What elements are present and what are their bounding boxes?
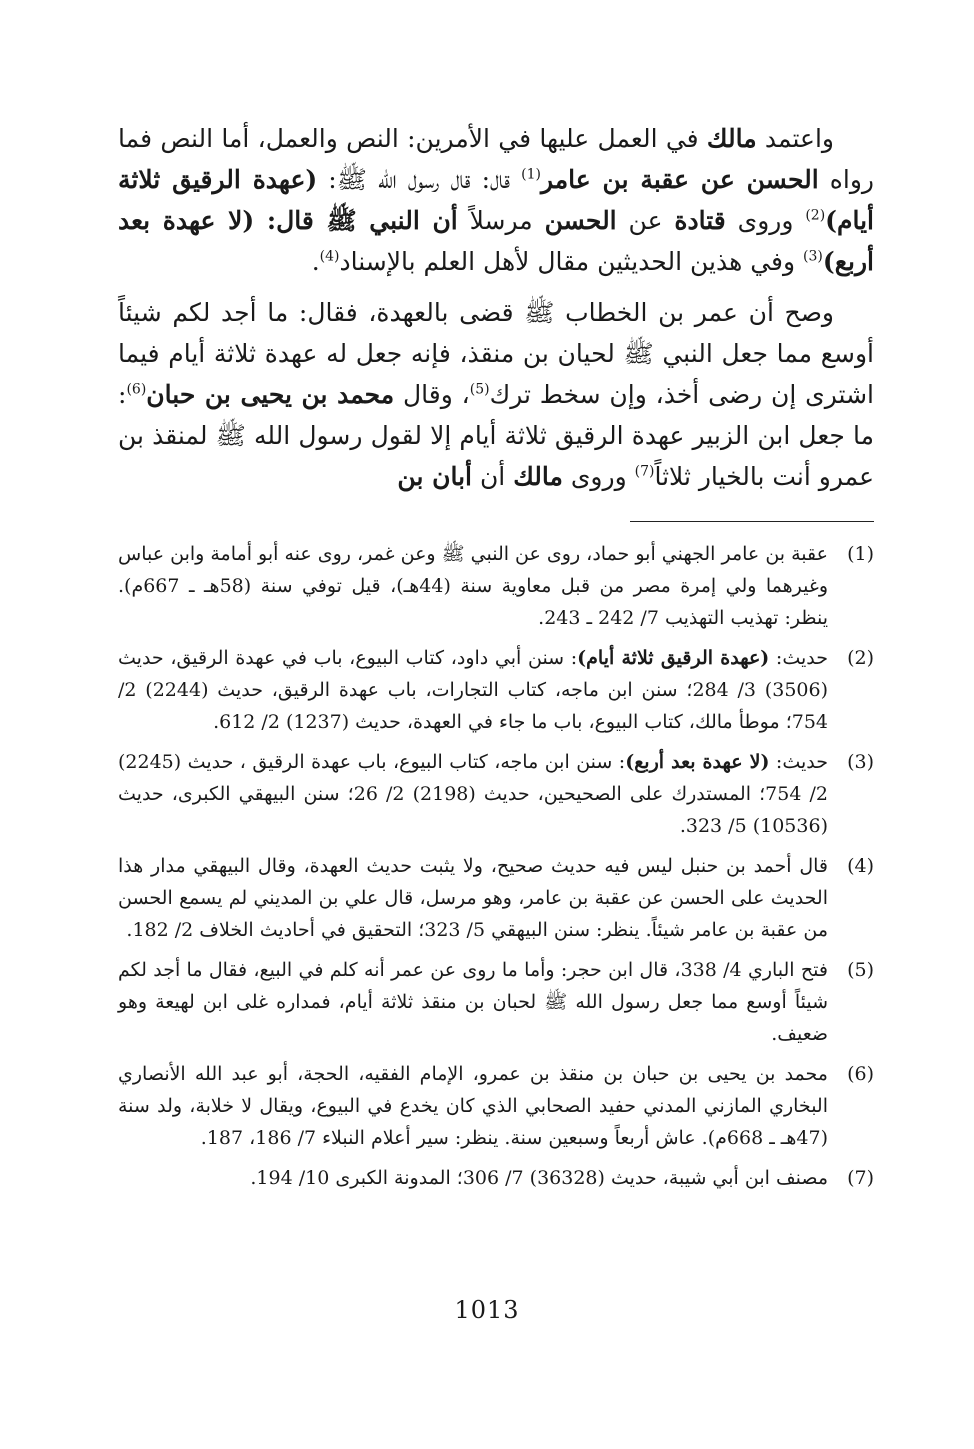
text-run: حديث: — [769, 751, 829, 773]
footnote-text — [118, 850, 828, 946]
text-run: مصنف ابن أبي شيبة، حديث (36328) 7/ 306؛ المدونة الكبرى 10/ 194. — [250, 1167, 828, 1189]
footnote-number: (2) — [847, 647, 874, 669]
footnote-number: (5) — [847, 959, 874, 981]
bold-text: الحسن عن عقبة بن عامر — [540, 165, 819, 194]
bold-text: (لا عهدة بعد أربع) — [625, 751, 770, 773]
footnote-ref: (2) — [805, 207, 826, 224]
text-run: وفي هذين الحديثين مقال لأهل العلم بالإسناد — [339, 247, 804, 276]
footnote — [118, 1162, 874, 1194]
text-run: . — [311, 247, 320, 276]
text-run: قال أحمد بن حنبل ليس فيه حديث صحيح، ولا يثبت حديث العهدة، وقال البيهقي مدار هذا الحديث على الحسن عن عقبة بن عامر، وهو مرسل، قال علي بن المديني لم يسمع الحسن من عقبة بن عامر شيئاً. ينظر: سنن البيهقي 5/ 323؛ التحقيق في أحاديث الخلاف 2/ 182. — [118, 855, 828, 941]
text-run: وصح أن عمر بن الخطاب ﷺ قضى بالعهدة، فقال: ما أجد لكم شيئاً أوسع مما جعل النبي ﷺ لحيان بن منقذ، فإنه جعل له عهدة ثلاثة أيام فيما اشترى إن رضى أخذ، وإن سخط ترك — [118, 298, 874, 409]
footnote — [118, 538, 874, 634]
footnote — [118, 746, 874, 842]
footnote-text — [118, 954, 828, 1050]
page-number: 1013 — [454, 1296, 520, 1324]
text-run: : سنن أبي داود، كتاب البيوع، باب في عهدة الرقيق، حديث (3506) 3/ 284؛ سنن ابن ماجه، كتاب التجارات، باب عهدة الرقيق، حديث (2244) 2/ 754؛ موطأ مالك، كتاب البيوع، باب ما جاء في العهدة، حديث (1237) 2/ 612. — [118, 647, 829, 733]
text-run: فتح الباري 4/ 338، قال ابن حجر: وأما ما روى عن عمر أنه كلم في البيع، فقال ما أجد لكم شيئاً أوسع مما جعل رسول الله ﷺ لحبان بن منقذ ثلاثة أيام، فمداره غلى ابن لهيعة وهو ضعيف. — [118, 959, 828, 1045]
bold-text: أن النبي ﷺ قال: (لا عهدة بعد أربع) — [118, 206, 874, 276]
text-run: أن — [472, 462, 514, 491]
text-run: محمد بن يحيى بن حبان بن منقذ بن عمرو، الإمام الفقيه، الحجة، أبو عبد الله الأنصاري البخاري المازني المدني حفيد الصحابي الذي كان يخدع في البيوع، ويقال لا خلابة، ولد سنة (47هـ ـ 668م). عاش أربعاً وسبعين سنة. ينظر: سير أعلام النبلاء 7/ 186، 187. — [118, 1063, 828, 1149]
paragraph — [118, 292, 874, 497]
text-run: ، وقال — [394, 380, 470, 409]
bold-text: (عهدة الرقيق ثلاثة أيام) — [577, 647, 770, 669]
footnote-number: (7) — [847, 1167, 874, 1189]
footnote-text — [118, 1162, 828, 1194]
text-run: مرسلاً — [457, 206, 545, 235]
bold-text: (عهدة الرقيق ثلاثة أيام) — [118, 165, 874, 235]
footnote-number: (3) — [847, 751, 874, 773]
footnotes — [118, 538, 874, 1202]
bold-text: أبان بن — [397, 462, 472, 491]
main-text — [118, 118, 874, 507]
footnote-number: (4) — [847, 855, 874, 877]
footnote — [118, 850, 874, 946]
text-run: وروى — [725, 206, 806, 235]
text-run: عن — [616, 206, 675, 235]
text-run: عقبة بن عامر الجهني أبو حماد، روى عن النبي ﷺ وعن غمر، روى عنه أبو أمامة وابن عباس وغيرهما ولي إمرة مصر من قبل معاوية سنة (44هـ)، قيل توفي سنة (58هـ ـ 667م). ينظر: تهذيب التهذيب 7/ 242 ـ 243. — [118, 543, 828, 629]
footnote-ref: (4) — [319, 248, 340, 265]
footnote-text — [118, 642, 828, 738]
footnote — [118, 1058, 874, 1154]
bold-text: قتادة — [674, 206, 726, 235]
footnote-separator — [630, 521, 874, 522]
bold-text: محمد بن يحيى بن حبان — [146, 380, 395, 409]
text-run: قال: قال رسول الله ﷺ: — [317, 165, 522, 194]
bold-text: مالك — [513, 462, 563, 491]
footnote-text — [118, 746, 828, 842]
text-run: : سنن ابن ماجه، كتاب البيوع، باب عهدة الرقيق ، حديث (2245) 2/ 754؛ المستدرك على الصحيحين، حديث (2198) 2/ 26؛ سنن البيهقي الكبرى، حديث (10536) 5/ 323. — [118, 751, 828, 837]
footnote — [118, 954, 874, 1050]
text-run: وروى — [562, 462, 635, 491]
text-run: واعتمد — [756, 124, 834, 153]
footnote-text — [118, 1058, 828, 1154]
footnote-ref: (3) — [803, 248, 823, 265]
footnote-text — [118, 538, 828, 634]
footnote-number: (1) — [847, 543, 874, 565]
footnote-ref: (5) — [469, 381, 490, 398]
footnote-ref: (7) — [634, 463, 655, 480]
footnote-ref: (6) — [126, 381, 147, 398]
paragraph — [118, 118, 874, 282]
footnote — [118, 642, 874, 738]
text-run: في العمل عليها في الأمرين: النص والعمل، أما النص فما رواه — [118, 124, 874, 194]
bold-text: مالك — [706, 124, 757, 153]
text-run: حديث: — [769, 647, 828, 669]
footnote-number: (6) — [847, 1063, 874, 1085]
text-run: : ما جعل ابن الزبير عهدة الرقيق ثلاثة أيام إلا لقول رسول الله ﷺ لمنقذ بن عمرو أنت بالخيار ثلاثاً — [118, 380, 874, 491]
bold-text: الحسن — [544, 206, 617, 235]
footnote-ref: (1) — [521, 166, 541, 183]
